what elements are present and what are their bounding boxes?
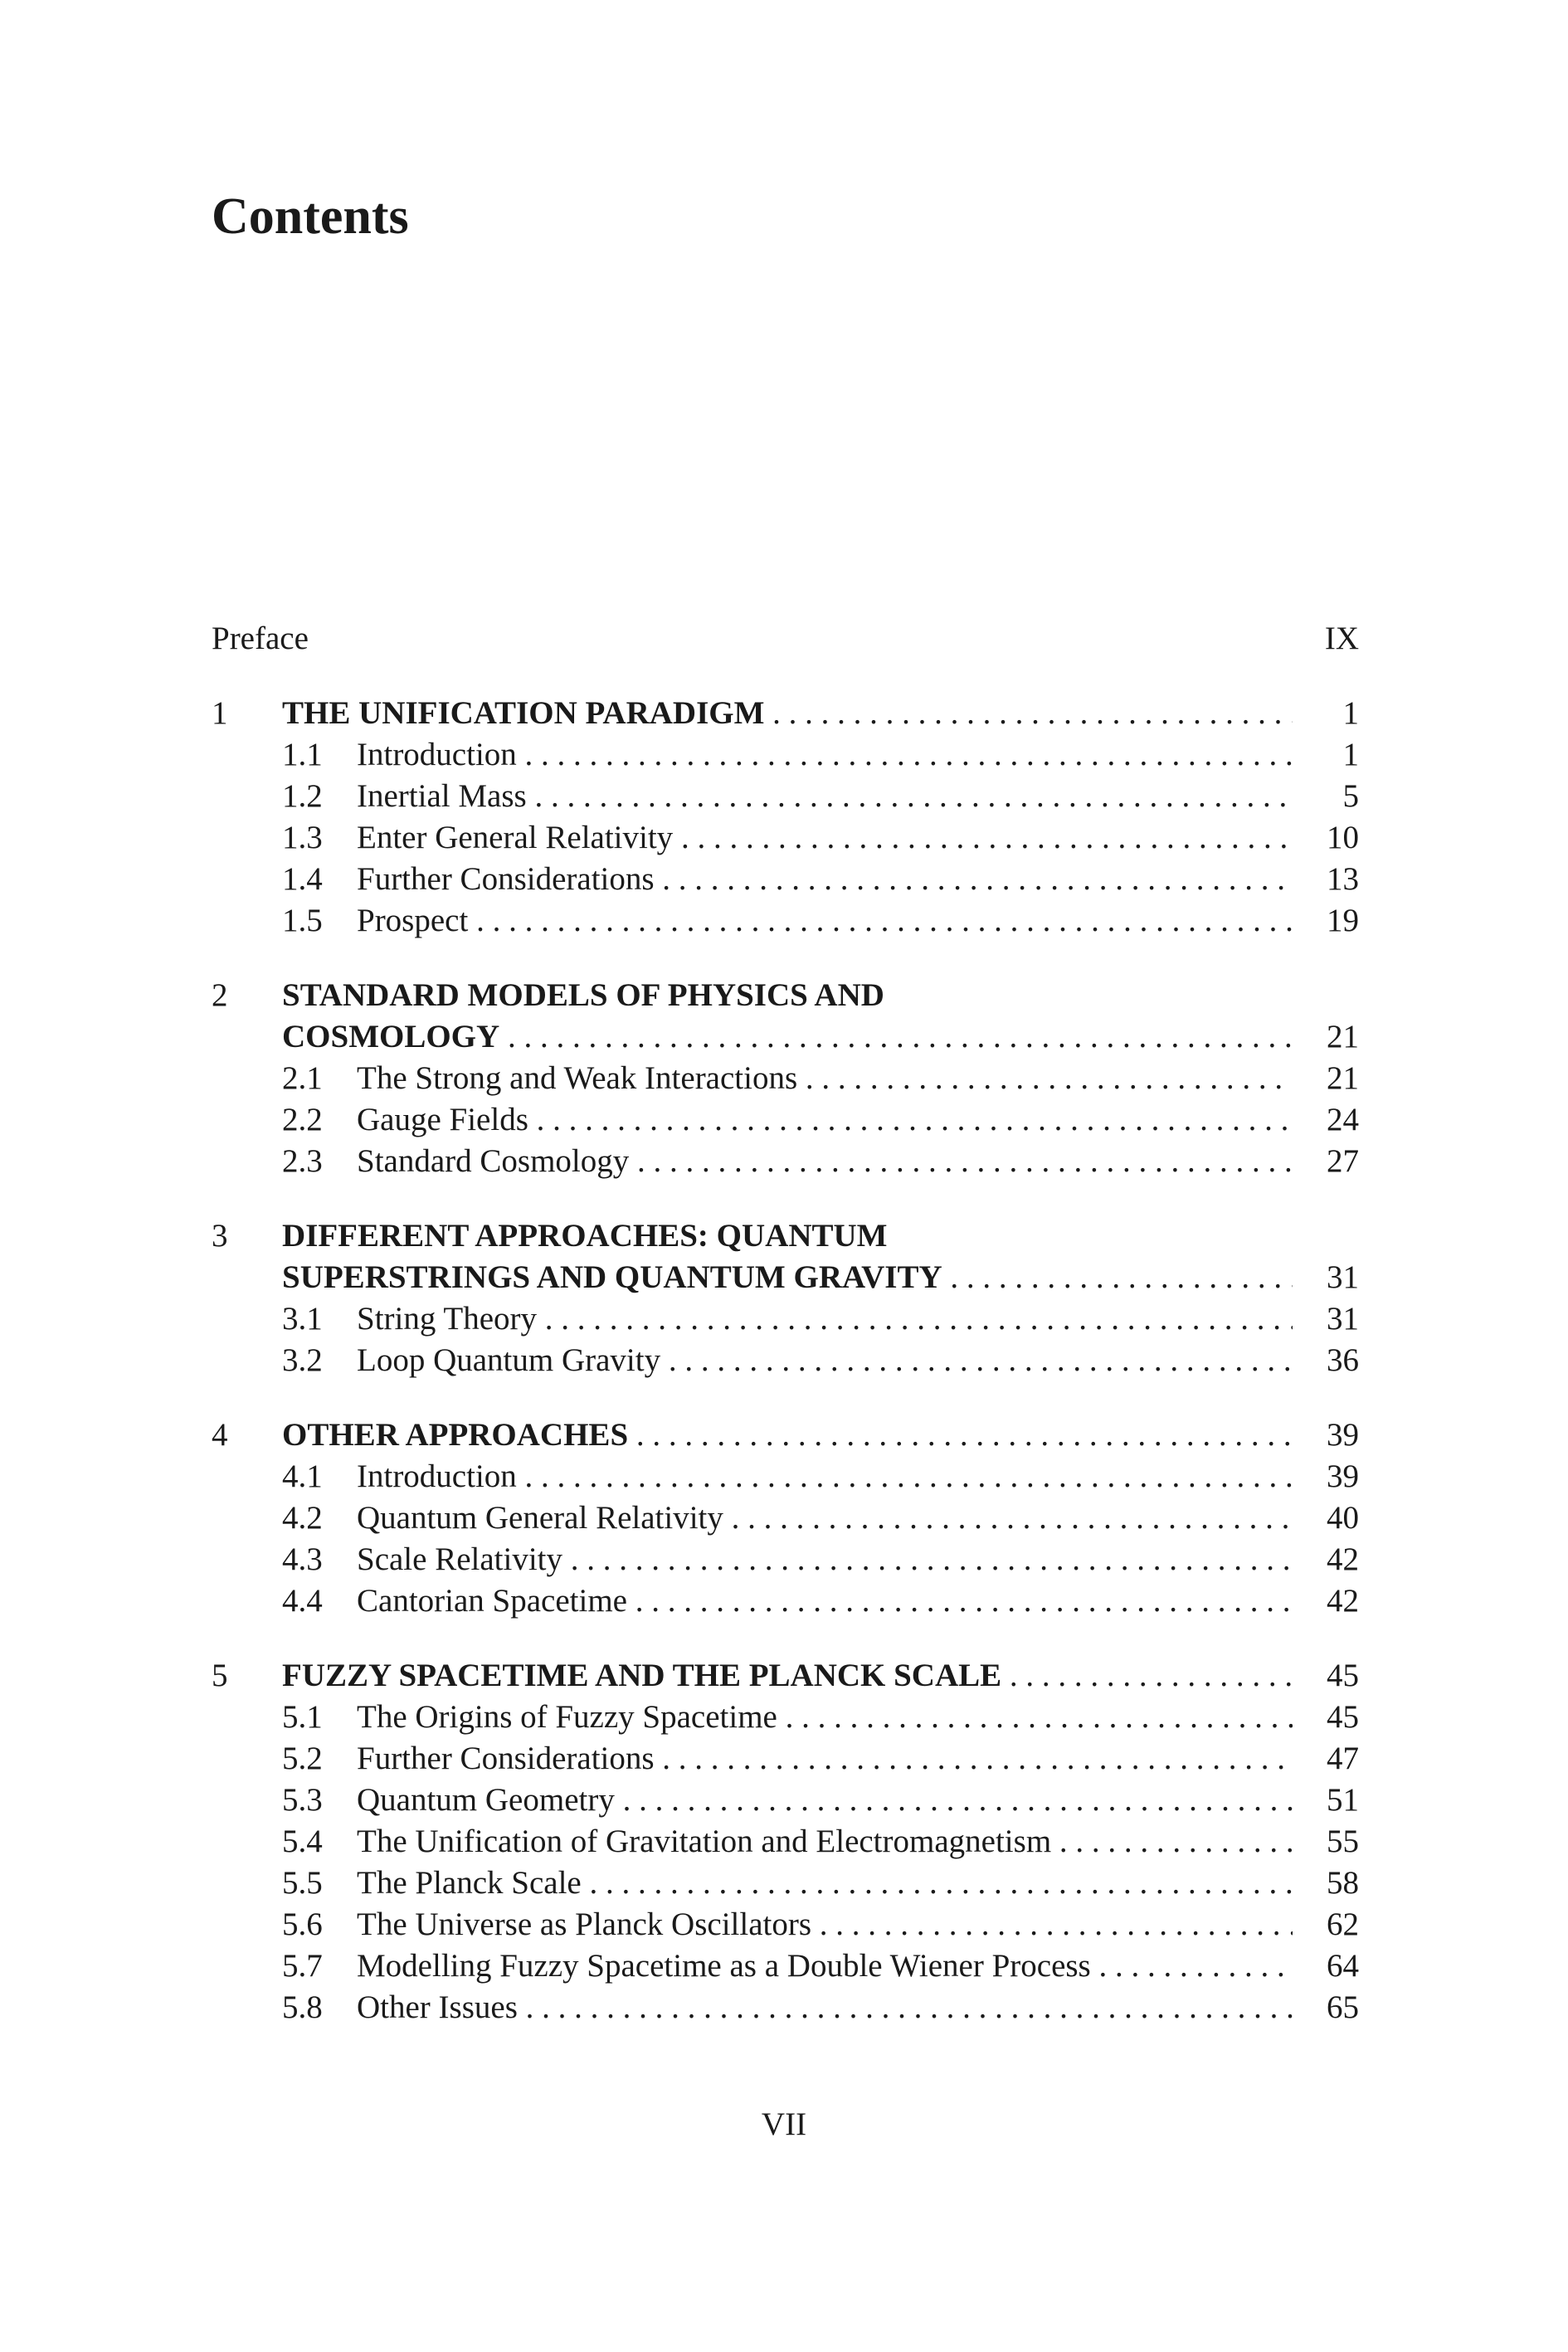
toc-section-entry[interactable] <box>212 1456 1359 1497</box>
toc-section-page: 27 <box>1327 1143 1359 1179</box>
toc-section-title: Quantum General Relativity . . . <box>357 1497 1293 1539</box>
toc-section-page: 5 <box>1342 778 1359 814</box>
toc-chapter-title: SUPERSTRINGS AND QUANTUM GRAVITY . . . <box>282 1257 1293 1298</box>
toc-spacer <box>212 1622 1359 1655</box>
toc-section-page: 31 <box>1327 1301 1359 1337</box>
toc-section-number: 5.1 <box>282 1699 323 1735</box>
toc-chapter-number: 1 <box>212 695 228 731</box>
toc-section-page: 24 <box>1327 1102 1359 1137</box>
toc-section-number: 5.2 <box>282 1741 323 1776</box>
toc-section-number: 1.4 <box>282 861 323 897</box>
toc-section-page: 42 <box>1327 1583 1359 1619</box>
toc-chapter-title: OTHER APPROACHES . . . <box>282 1415 1293 1456</box>
toc-chapter-title: COSMOLOGY . . . <box>282 1016 1293 1058</box>
toc-section-title: Enter General Relativity . . . <box>357 817 1293 859</box>
toc-chapter-entry[interactable] <box>212 1257 1359 1298</box>
toc-section-page: 19 <box>1327 903 1359 938</box>
toc-chapter-number: 3 <box>212 1218 228 1254</box>
toc-section-title: The Universe as Planck Oscillators . . . <box>357 1904 1293 1945</box>
toc-section-number: 4.4 <box>282 1583 323 1619</box>
toc-chapter-entry[interactable] <box>212 693 1359 734</box>
toc-section-title: Standard Cosmology . . . <box>357 1141 1293 1182</box>
toc-section-title: Gauge Fields . . . <box>357 1099 1293 1141</box>
toc-spacer <box>212 1182 1359 1215</box>
toc-chapter-page: 31 <box>1327 1259 1359 1295</box>
toc-section-entry[interactable] <box>212 1058 1359 1099</box>
toc-chapter-page: 1 <box>1342 695 1359 731</box>
toc-section-number: 5.7 <box>282 1948 323 1984</box>
toc-chapter-entry[interactable] <box>212 1215 1359 1257</box>
toc-section-number: 4.2 <box>282 1500 323 1536</box>
toc-section-title: Modelling Fuzzy Spacetime as a Double Wiener Process . . . <box>357 1945 1293 1987</box>
toc-spacer <box>212 942 1359 975</box>
toc-section-entry[interactable] <box>212 1141 1359 1182</box>
toc-chapter-page: 45 <box>1327 1658 1359 1693</box>
toc-section-number: 5.4 <box>282 1824 323 1859</box>
toc-chapter-number: 2 <box>212 977 228 1013</box>
toc-section-page: 40 <box>1327 1500 1359 1536</box>
toc-section-entry[interactable] <box>212 1780 1359 1821</box>
toc-section-page: 13 <box>1327 861 1359 897</box>
toc-section-number: 5.3 <box>282 1782 323 1818</box>
toc-section-page: 21 <box>1327 1060 1359 1096</box>
toc-section-title: Further Considerations . . . <box>357 1738 1293 1780</box>
toc-chapter-page: 39 <box>1327 1417 1359 1453</box>
toc-section-title: String Theory . . . <box>357 1298 1293 1340</box>
toc-section-entry[interactable] <box>212 1340 1359 1381</box>
toc-section-entry[interactable] <box>212 1099 1359 1141</box>
toc-chapter-page: 21 <box>1327 1019 1359 1054</box>
toc-section-title: Cantorian Spacetime . . . <box>357 1580 1293 1622</box>
toc-section-entry[interactable] <box>212 776 1359 817</box>
toc-section-title: The Unification of Gravitation and Electromagnetism . . . <box>357 1821 1293 1863</box>
toc-chapter-title: FUZZY SPACETIME AND THE PLANCK SCALE . . . <box>282 1655 1293 1697</box>
toc-chapter-entry[interactable] <box>212 1415 1359 1456</box>
toc-section-number: 2.3 <box>282 1143 323 1179</box>
toc-section-number: 5.6 <box>282 1906 323 1942</box>
toc-section-entry[interactable] <box>212 817 1359 859</box>
toc-section-entry[interactable] <box>212 1987 1359 2028</box>
toc-section-page: 1 <box>1342 737 1359 772</box>
toc-section-number: 4.3 <box>282 1541 323 1577</box>
page-number: VII <box>761 2106 807 2142</box>
toc-section-entry[interactable] <box>212 1539 1359 1580</box>
toc-chapter-number: 4 <box>212 1417 228 1453</box>
toc-section-entry[interactable] <box>212 900 1359 942</box>
toc-section-entry[interactable] <box>212 1821 1359 1863</box>
toc-section-page: 42 <box>1327 1541 1359 1577</box>
toc-chapter-title: DIFFERENT APPROACHES: QUANTUM <box>282 1218 888 1254</box>
toc-section-title: Other Issues . . . <box>357 1987 1293 2028</box>
toc-entry-title: Preface <box>212 621 309 656</box>
page-title: Contents <box>212 188 409 245</box>
toc-section-page: 10 <box>1327 820 1359 855</box>
toc-section-title: The Planck Scale . . . <box>357 1863 1293 1904</box>
toc-chapter-entry[interactable] <box>212 1655 1359 1697</box>
toc-section-title: Scale Relativity . . . <box>357 1539 1293 1580</box>
toc-section-entry[interactable] <box>212 734 1359 776</box>
toc-section-title: The Strong and Weak Interactions . . . <box>357 1058 1293 1099</box>
toc-section-number: 1.3 <box>282 820 323 855</box>
toc-section-page: 39 <box>1327 1458 1359 1494</box>
toc-section-page: 65 <box>1327 1989 1359 2025</box>
toc-section-entry[interactable] <box>212 1863 1359 1904</box>
toc-section-title: Further Considerations . . . <box>357 859 1293 900</box>
toc-section-number: 3.2 <box>282 1342 323 1378</box>
toc-section-entry[interactable] <box>212 859 1359 900</box>
toc-chapter-title: STANDARD MODELS OF PHYSICS AND <box>282 977 884 1013</box>
toc-section-number: 5.8 <box>282 1989 323 2025</box>
toc-section-number: 5.5 <box>282 1865 323 1901</box>
toc-chapter-title: THE UNIFICATION PARADIGM . . . <box>282 693 1293 734</box>
toc-chapter-entry[interactable] <box>212 975 1359 1016</box>
toc-section-title: Quantum Geometry . . . <box>357 1780 1293 1821</box>
toc-chapters <box>212 660 1359 2028</box>
toc-section-page: 64 <box>1327 1948 1359 1984</box>
toc-section-entry[interactable] <box>212 1738 1359 1780</box>
toc-section-entry[interactable] <box>212 1904 1359 1945</box>
toc-section-page: 51 <box>1327 1782 1359 1818</box>
toc-section-entry[interactable] <box>212 1697 1359 1738</box>
toc-section-entry[interactable] <box>212 1298 1359 1340</box>
table-of-contents <box>212 618 1359 2028</box>
toc-section-title: Prospect . . . <box>357 900 1293 942</box>
toc-section-title: Introduction . . . <box>357 734 1293 776</box>
toc-section-title: Inertial Mass . . . <box>357 776 1293 817</box>
toc-section-number: 2.1 <box>282 1060 323 1096</box>
toc-chapter-number: 5 <box>212 1658 228 1693</box>
toc-section-entry[interactable] <box>212 1945 1359 1987</box>
toc-section-page: 55 <box>1327 1824 1359 1859</box>
toc-spacer <box>212 660 1359 693</box>
toc-section-number: 2.2 <box>282 1102 323 1137</box>
toc-chapter-entry[interactable] <box>212 1016 1359 1058</box>
toc-section-page: 62 <box>1327 1906 1359 1942</box>
toc-section-number: 1.1 <box>282 737 323 772</box>
toc-entry-page: IX <box>1324 621 1359 656</box>
toc-section-number: 3.1 <box>282 1301 323 1337</box>
toc-spacer <box>212 1381 1359 1415</box>
toc-section-page: 36 <box>1327 1342 1359 1378</box>
toc-section-title: The Origins of Fuzzy Spacetime . . . <box>357 1697 1293 1738</box>
toc-section-page: 45 <box>1327 1699 1359 1735</box>
toc-section-page: 47 <box>1327 1741 1359 1776</box>
toc-preface-entry[interactable] <box>212 618 1359 660</box>
toc-section-page: 58 <box>1327 1865 1359 1901</box>
toc-section-title: Loop Quantum Gravity . . . <box>357 1340 1293 1381</box>
toc-section-number: 4.1 <box>282 1458 323 1494</box>
toc-section-entry[interactable] <box>212 1497 1359 1539</box>
toc-section-number: 1.5 <box>282 903 323 938</box>
toc-section-entry[interactable] <box>212 1580 1359 1622</box>
toc-section-title: Introduction . . . <box>357 1456 1293 1497</box>
toc-section-number: 1.2 <box>282 778 323 814</box>
